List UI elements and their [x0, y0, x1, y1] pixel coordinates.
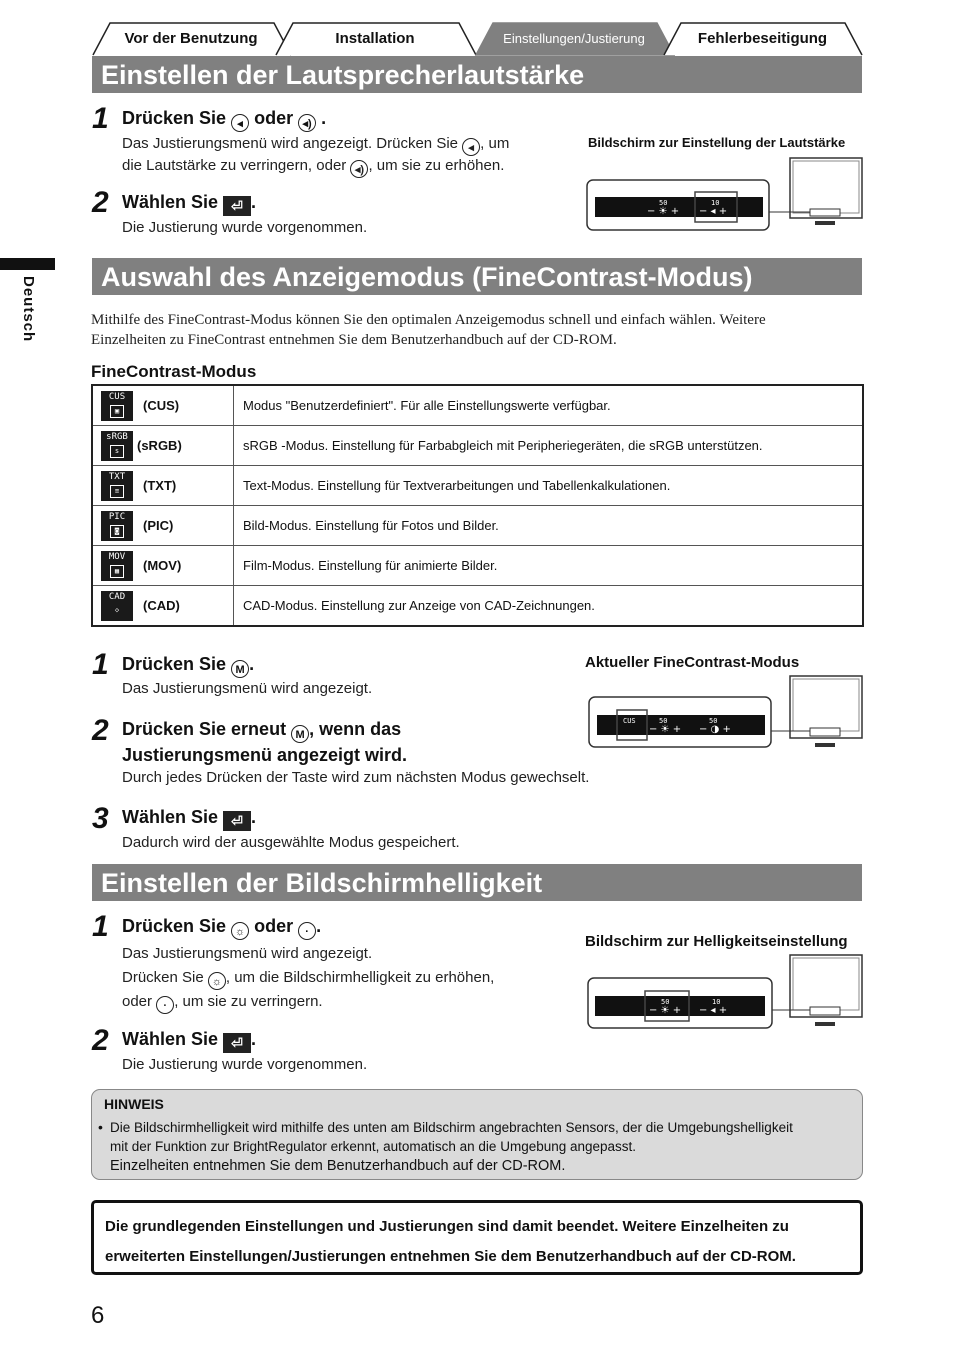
text: Einzelheiten zu FineContrast entnehmen Sie dem Benutzerhandbuch auf der CD-ROM.: [91, 332, 617, 348]
mode-label: (MOV): [143, 558, 182, 573]
step-number: 1: [92, 648, 109, 681]
osd-value-2: 50: [709, 717, 718, 725]
mode-description: Film-Modus. Einstellung für animierte Bilder.: [234, 546, 864, 586]
osd-value-1: 50: [659, 717, 668, 725]
text: .: [251, 1029, 257, 1049]
tab-einstellungen[interactable]: [475, 22, 673, 54]
svg-text:− ☀ +: − ☀ +: [647, 206, 680, 217]
mode-cell: [92, 426, 234, 466]
osd-value-2: 10: [711, 199, 720, 207]
volume-down-icon: ◂: [462, 138, 480, 156]
step-number: 2: [92, 714, 109, 747]
text: , um: [480, 135, 510, 152]
mode-button-icon: M: [291, 725, 309, 743]
step-text: Durch jedes Drücken der Taste wird zum nächsten Modus gewechselt.: [122, 769, 590, 786]
text: oder: [122, 993, 153, 1010]
finecontrast-table: [91, 384, 864, 627]
text: .: [316, 916, 322, 936]
step-title: [122, 1027, 256, 1053]
text: Drücken Sie: [122, 969, 204, 986]
text: , um sie zu verringern.: [174, 993, 323, 1010]
step-title: [122, 805, 256, 831]
mode-label: (CAD): [143, 598, 180, 613]
text: die Lautstärke zu verringern, oder: [122, 157, 347, 174]
svg-text:− ◂ +: − ◂ +: [699, 206, 728, 217]
mode-description: Modus "Benutzerdefiniert". Für alle Einstellungswerte verfügbar.: [234, 385, 864, 426]
step-title: [122, 190, 256, 216]
summary-box: [91, 1200, 863, 1275]
step-number: 2: [92, 1024, 109, 1057]
section-title-brightness: Einstellen der Bildschirmhelligkeit: [92, 864, 862, 901]
osd-mode-figure: [585, 673, 865, 758]
tab-label: Vor der Benutzung: [124, 30, 258, 47]
brightness-down-icon: ·: [156, 996, 174, 1014]
text: .: [251, 192, 257, 212]
step-title: [122, 652, 254, 678]
mode-description: sRGB -Modus. Einstellung für Farbabgleich mit Peripheriegeräten, die sRGB unterstützen.: [234, 426, 864, 466]
text: Mithilfe des FineContrast-Modus können Sie den optimalen Anzeigemodus schnell und einfach wählen. Weitere: [91, 312, 766, 328]
sidebar-marker: [0, 258, 55, 270]
table-row: [92, 385, 863, 426]
osd-mode: CUS: [623, 717, 636, 725]
step-title: [122, 914, 321, 940]
osd-brightness-figure: [585, 952, 865, 1037]
mode-txt-icon: TXT ≡: [101, 471, 133, 501]
svg-text:− ◂ +: − ◂ +: [699, 1005, 728, 1016]
mode-cell: [92, 586, 234, 627]
mode-mov-icon: MOV ▦: [101, 551, 133, 581]
mode-pic-icon: PIC ◙: [101, 511, 133, 541]
osd-volume-figure: [585, 155, 865, 235]
text: .: [249, 654, 255, 674]
volume-up-icon: ◂): [298, 114, 316, 132]
figure-caption: Bildschirm zur Helligkeitseinstellung: [585, 933, 848, 950]
text: Das Justierungsmenü wird angezeigt. Drücken Sie: [122, 135, 458, 152]
text: Drücken Sie: [122, 916, 227, 936]
osd-value-2: 10: [712, 998, 721, 1006]
mode-button-icon: M: [231, 660, 249, 678]
intro-text: [91, 310, 863, 350]
osd-value-1: 50: [659, 199, 668, 207]
step-number: 2: [92, 186, 109, 219]
text: , um die Bildschirmhelligkeit zu erhöhen,: [225, 969, 495, 986]
tab-label: Fehlerbeseitigung: [697, 30, 828, 47]
step-number: 3: [92, 802, 109, 835]
text: erweiterten Einstellungen/Justierungen entnehmen Sie dem Benutzerhandbuch auf der CD-ROM.: [105, 1248, 796, 1265]
mode-description: Bild-Modus. Einstellung für Fotos und Bilder.: [234, 506, 864, 546]
mode-description: Text-Modus. Einstellung für Textverarbeitungen und Tabellenkalkulationen.: [234, 466, 864, 506]
mode-srgb-icon: sRGB s: [101, 431, 133, 461]
mode-cell: [92, 385, 234, 426]
tab-label: Einstellungen/Justierung: [503, 31, 645, 46]
mode-label: (TXT): [143, 478, 177, 493]
mode-cus-icon: CUS ▣: [101, 391, 133, 421]
step-number: 1: [92, 102, 109, 135]
mode-label: (CUS): [143, 398, 180, 413]
brightness-up-icon: ☼: [231, 922, 249, 940]
text: Drücken Sie: [122, 108, 227, 128]
osd-value-1: 50: [661, 998, 670, 1006]
text: .: [251, 807, 257, 827]
table-row: [92, 586, 863, 627]
text: Drücken Sie: [122, 654, 227, 674]
text: Drücken Sie erneut: [122, 719, 287, 739]
tab-label: Installation: [335, 30, 415, 47]
section-title-finecontrast: Auswahl des Anzeigemodus (FineContrast-Modus): [92, 258, 862, 295]
page-number: 6: [91, 1302, 105, 1329]
note-title: HINWEIS: [104, 1096, 164, 1112]
tab-installation[interactable]: [275, 22, 475, 54]
text: Einzelheiten entnehmen Sie dem Benutzerhandbuch auf der CD-ROM.: [110, 1158, 566, 1174]
tab-vor-der-benutzung[interactable]: [92, 22, 290, 54]
table-row: [92, 506, 863, 546]
sidebar-language-label: Deutsch: [20, 276, 37, 343]
text: mit der Funktion zur BrightRegulator erkennt, automatisch an die Umgebung angepasst.: [110, 1139, 637, 1154]
mode-label: (PIC): [143, 518, 174, 533]
text: , wenn das: [309, 719, 402, 739]
volume-down-icon: ◂: [231, 114, 249, 132]
brightness-down-icon: ·: [298, 922, 316, 940]
step-number: 1: [92, 910, 109, 943]
svg-text:− ☀ +: − ☀ +: [649, 724, 682, 735]
table-row: [92, 546, 863, 586]
text: Das Justierungsmenü wird angezeigt.: [122, 945, 373, 962]
step-title: [122, 717, 407, 767]
step-text: Das Justierungsmenü wird angezeigt.: [122, 680, 373, 697]
mode-cad-icon: CAD ◇: [101, 591, 133, 621]
summary-text: [105, 1212, 796, 1272]
brightness-up-icon: ☼: [208, 972, 226, 990]
note-bullet: •: [98, 1119, 103, 1135]
text: Die grundlegenden Einstellungen und Justierungen sind damit beendet. Weitere Einzelheiten zu: [105, 1218, 789, 1235]
text: Justierungsmenü angezeigt wird.: [122, 745, 408, 765]
figure-caption: Aktueller FineContrast-Modus: [585, 654, 800, 671]
volume-up-icon: ◂): [350, 160, 368, 178]
text: Wählen Sie: [122, 192, 219, 212]
step-title: [122, 106, 326, 132]
text: Wählen Sie: [122, 1029, 219, 1049]
text: Die Bildschirmhelligkeit wird mithilfe des unten am Bildschirm angebrachten Sensors, der die Umgebungshelligkeit: [110, 1120, 793, 1135]
enter-icon: ⏎: [223, 196, 251, 216]
chapter-tabs: [92, 22, 862, 56]
section-title-volume: Einstellen der Lautsprecherlautstärke: [92, 56, 862, 93]
text: .: [321, 108, 327, 128]
mode-cell: [92, 506, 234, 546]
note-box: [91, 1089, 863, 1180]
table-row: [92, 426, 863, 466]
text: oder: [254, 108, 294, 128]
text: Wählen Sie: [122, 807, 219, 827]
table-title: FineContrast-Modus: [91, 362, 257, 381]
note-text: [110, 1118, 858, 1176]
figure-caption: Bildschirm zur Einstellung der Lautstärke: [588, 135, 846, 150]
enter-icon: ⏎: [223, 1033, 251, 1053]
table-row: [92, 466, 863, 506]
mode-cell: [92, 546, 234, 586]
step-text: Die Justierung wurde vorgenommen.: [122, 1056, 368, 1073]
enter-icon: ⏎: [223, 811, 251, 831]
step-text: [122, 942, 494, 1014]
mode-cell: [92, 466, 234, 506]
step-text: [122, 134, 562, 178]
step-text: Dadurch wird der ausgewählte Modus gespeichert.: [122, 834, 460, 851]
step-text: Die Justierung wurde vorgenommen.: [122, 219, 368, 236]
mode-description: CAD-Modus. Einstellung zur Anzeige von CAD-Zeichnungen.: [234, 586, 864, 627]
text: oder: [254, 916, 294, 936]
tab-fehlerbeseitigung[interactable]: [663, 22, 862, 54]
svg-text:− ◑ +: − ◑ +: [699, 724, 731, 735]
mode-label: (sRGB): [137, 438, 182, 453]
text: , um sie zu erhöhen.: [368, 157, 505, 174]
svg-text:− ☀ +: − ☀ +: [649, 1005, 682, 1016]
